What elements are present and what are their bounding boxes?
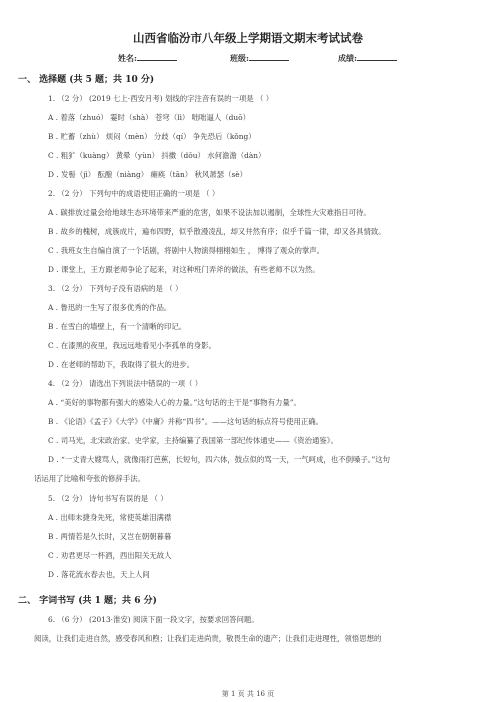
question-5-option-d: D . 落花流水春去也，天上人间 xyxy=(48,570,150,579)
page-footer: 第 1 页 共 16 页 xyxy=(221,690,275,698)
section-heading-writing: 二、 字词书写 (共 1 题；共 6 分) xyxy=(18,596,157,606)
score-blank xyxy=(357,52,397,61)
question-5-option-a: A . 出师未捷身先死，常使英雄泪满襟 xyxy=(48,513,172,522)
question-6-stem: 6. （6 分） (2013·淮安) 阅读下面一段文字，按要求回答问题。 xyxy=(48,615,259,624)
question-2-option-b: B . 故乡的槐树，成簇成片，遍布四野，似乎散漫凌乱，却又井然有序；似乎千篇一律，却又各具情致。 xyxy=(48,227,386,236)
question-2-stem: 2. （2 分） 下列句中的成语使用正确的一项是 （ ） xyxy=(48,189,220,198)
question-4-option-a: A . “美好的事物都有强大的感染人心的力量。”这句话的主干是“事物有力量”。 xyxy=(48,398,301,407)
question-2-option-d: D . 课堂上，王方跟老师争论了起来，对这种班门弄斧的做法，有些老师不以为然。 xyxy=(48,265,320,274)
name-blank xyxy=(137,52,177,61)
question-3-option-c: C . 在漆黑的夜里，我远远地看见小李孤单的身影。 xyxy=(48,341,216,350)
question-3-option-b: B . 在雪白的墙壁上，有一个清晰的印记。 xyxy=(48,322,187,331)
page-title: 山西省临汾市八年级上学期语文期末考试试卷 xyxy=(133,31,363,45)
question-4-option-d: D . “一丈青大嫂骂人，就像雨打芭蕉，长短句，四六体，鼓点似的骂一天，一气呵成，也不倒嗓子。”这句 xyxy=(48,455,391,464)
score-field xyxy=(338,52,397,64)
question-3-option-d: D . 在老师的帮助下，我取得了很大的进步。 xyxy=(48,360,195,369)
question-3-stem: 3. （2 分） 下列句子没有语病的是 （ ） xyxy=(48,284,183,293)
question-1-option-c: C . 粗犷（kuàng） 黄晕（yùn） 抖擞（dǒu） 水何澹澹（dàn） xyxy=(48,151,266,160)
question-1-option-b: B . 贮蓄（zhù） 烦闷（mèn） 分歧（qí） 争先恐后（kǒng） xyxy=(48,132,256,141)
class-field xyxy=(230,52,289,64)
question-6-passage: 阅读，让我们走进自然，感受春风和煦；让我们走进尚贵，敬畏生命的遗产；让我们走进理性，领悟思想的 xyxy=(34,634,382,643)
question-1-stem: 1. （2 分） (2019 七上·西安月考) 划线的字注音有误的一项是 （ ） xyxy=(48,94,274,103)
question-2-option-a: A . 碳排放过量会给地球生态环境带来严重的危害，如果不设法加以遏制，全球性大灾难指日可待。 xyxy=(48,208,371,217)
question-4-option-c: C . 司马光，北宋政治家、史学家，主持编纂了我国第一部纪传体通史——《资治通鉴》。 xyxy=(48,436,338,445)
name-field xyxy=(118,52,177,64)
class-label: 班级: xyxy=(230,53,249,63)
question-4-stem: 4. （2 分） 请选出下列说法中错误的一项（ ） xyxy=(48,379,203,388)
question-3-option-a: A . 鲁迅的一生写了很多优秀的作品。 xyxy=(48,303,172,312)
question-1-option-a: A . 着落（zhuó） 霎时（shà） 苍穹（lì） 咄咄逼人（duō） xyxy=(48,113,250,122)
section-heading-choice: 一、 选择题 (共 5 题；共 10 分) xyxy=(18,75,155,85)
question-1-option-d: D . 发髻（jì） 酝酿（niàng） 瘫痪（tān） 秋风萧瑟（sè） xyxy=(48,170,248,179)
score-label: 成绩: xyxy=(338,53,357,63)
question-5-option-c: C . 劝君更尽一杯酒，西出阳关无故人 xyxy=(48,551,172,560)
question-5-stem: 5. （2 分） 诗句书写有误的是 （ ） xyxy=(48,494,168,503)
class-blank xyxy=(249,52,289,61)
question-2-option-c: C . 我班女生自编自演了一个话剧，将剧中人物演得栩栩如生 ， 博得了观众的掌声。 xyxy=(48,246,325,255)
question-4-option-b: B . 《论语》《孟子》《大学》《中庸》并称“四书”。——这句话的标点符号使用正确。 xyxy=(48,417,324,426)
question-4-option-d-continued: 话运用了比喻和夸张的修辞手法。 xyxy=(34,474,145,483)
question-5-option-b: B . 两情若是久长时，又岂在朝朝暮暮 xyxy=(48,532,172,541)
name-label: 姓名: xyxy=(118,53,137,63)
